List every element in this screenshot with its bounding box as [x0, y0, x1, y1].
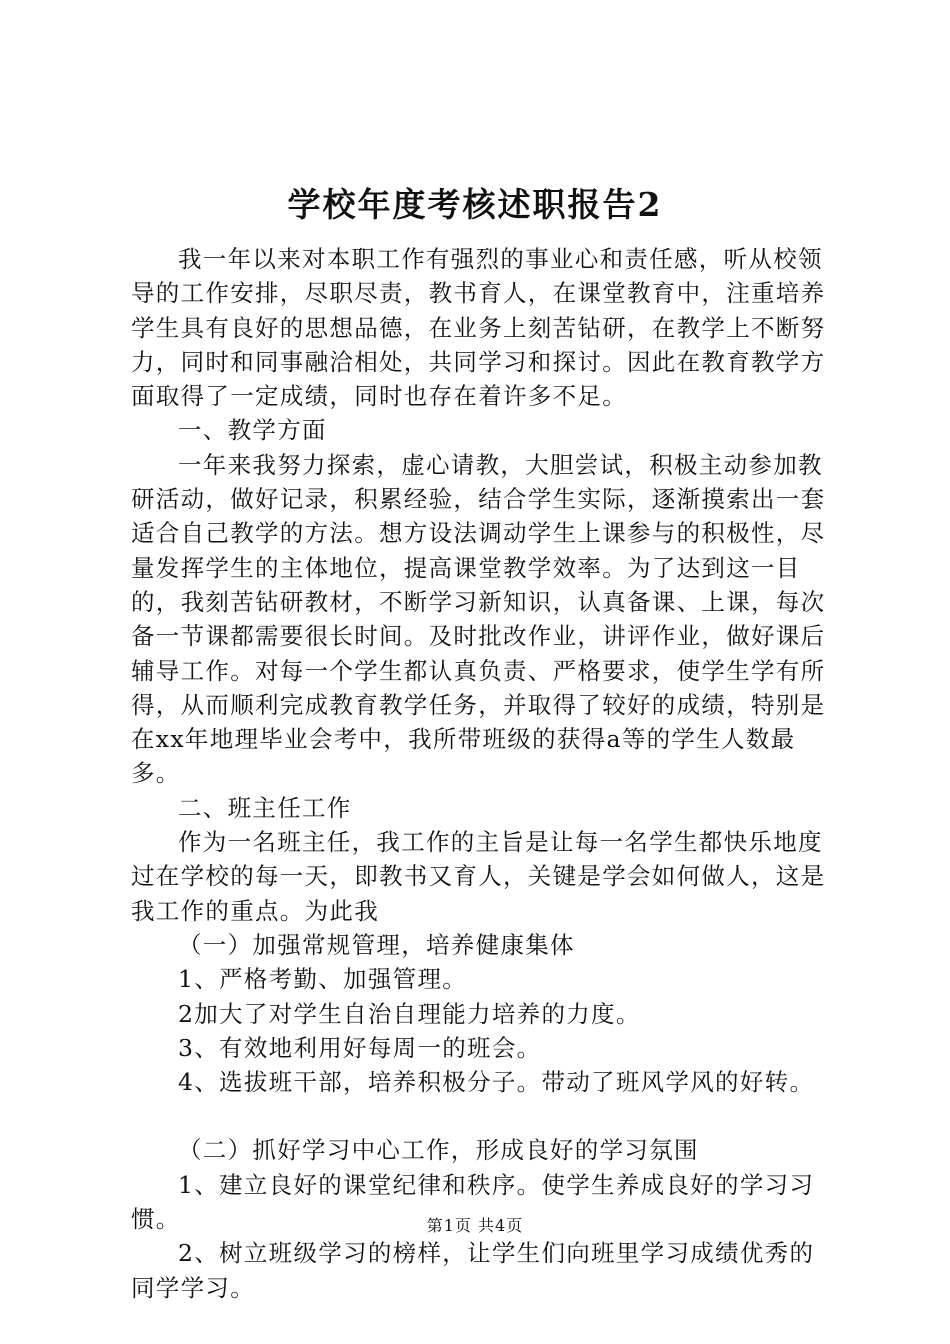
subsection-heading-learning: （二）抓好学习中心工作，形成良好的学习氛围 — [178, 1136, 699, 1165]
section-heading-teaching: 一、教学方面 — [178, 416, 327, 445]
document-title: 学校年度考核述职报告2 — [287, 185, 663, 224]
list-item: 4、选拔班干部，培养积极分子。带动了班风学风的好转。 — [178, 1068, 815, 1097]
list-item: 1、建立良好的课堂纪律和秩序。使学生养成良好的学习习惯。 — [131, 1170, 815, 1234]
list-item: 2加大了对学生自治自理能力培养的力度。 — [178, 999, 641, 1028]
paragraph-spacer — [131, 1099, 831, 1133]
page-footer: 第1页 共4页 — [426, 1216, 524, 1235]
intro-paragraph: 我一年以来对本职工作有强烈的事业心和责任感，听从校领导的工作安排，尽职尽责，教书育人，在课堂教育中，注重培养学生具有良好的思想品德，在业务上刻苦钻研，在教学上不断努力，同时和同事融洽相处，共同学习和探讨。因此在教育教学方面取得了一定成绩，同时也存在着许多不足。 — [131, 245, 826, 411]
list-item: 2、树立班级学习的榜样，让学生们向班里学习成绩优秀的同学学习。 — [131, 1239, 815, 1302]
list-item: 1、严格考勤、加强管理。 — [178, 965, 468, 994]
section-body-class-teacher: 作为一名班主任，我工作的主旨是让每一名学生都快乐地度过在学校的每一天，即教书又育人，关键是学会如何做人，这是我工作的重点。为此我 — [131, 828, 826, 925]
section-body-teaching: 一年来我努力探索，虚心请教，大胆尝试，积极主动参加教研活动，做好记录，积累经验，结合学生实际，逐渐摸索出一套适合自己教学的方法。想方设法调动学生上课参与的积极性，尽量发挥学生的主体地位，提高课堂教学效率。为了达到这一目的，我刻苦钻研教材，不断学习新知识，认真备课、上课，每次备一节课都需要很长时间。及时批改作业，讲评作业，做好课后辅导工作。对每一个学生都认真负责、严格要求，使学生学有所得，从而顺利完成教育教学任务，并取得了较好的成绩，特别是在xx年地理毕业会考中，我所带班级的获得a等的学生人数最多。 — [131, 450, 826, 788]
section-heading-class-teacher: 二、班主任工作 — [178, 793, 352, 822]
document-body — [131, 242, 831, 1305]
subsection-heading-management: （一）加强常规管理，培养健康集体 — [178, 930, 575, 959]
list-item: 3、有效地利用好每周一的班会。 — [178, 1033, 542, 1062]
